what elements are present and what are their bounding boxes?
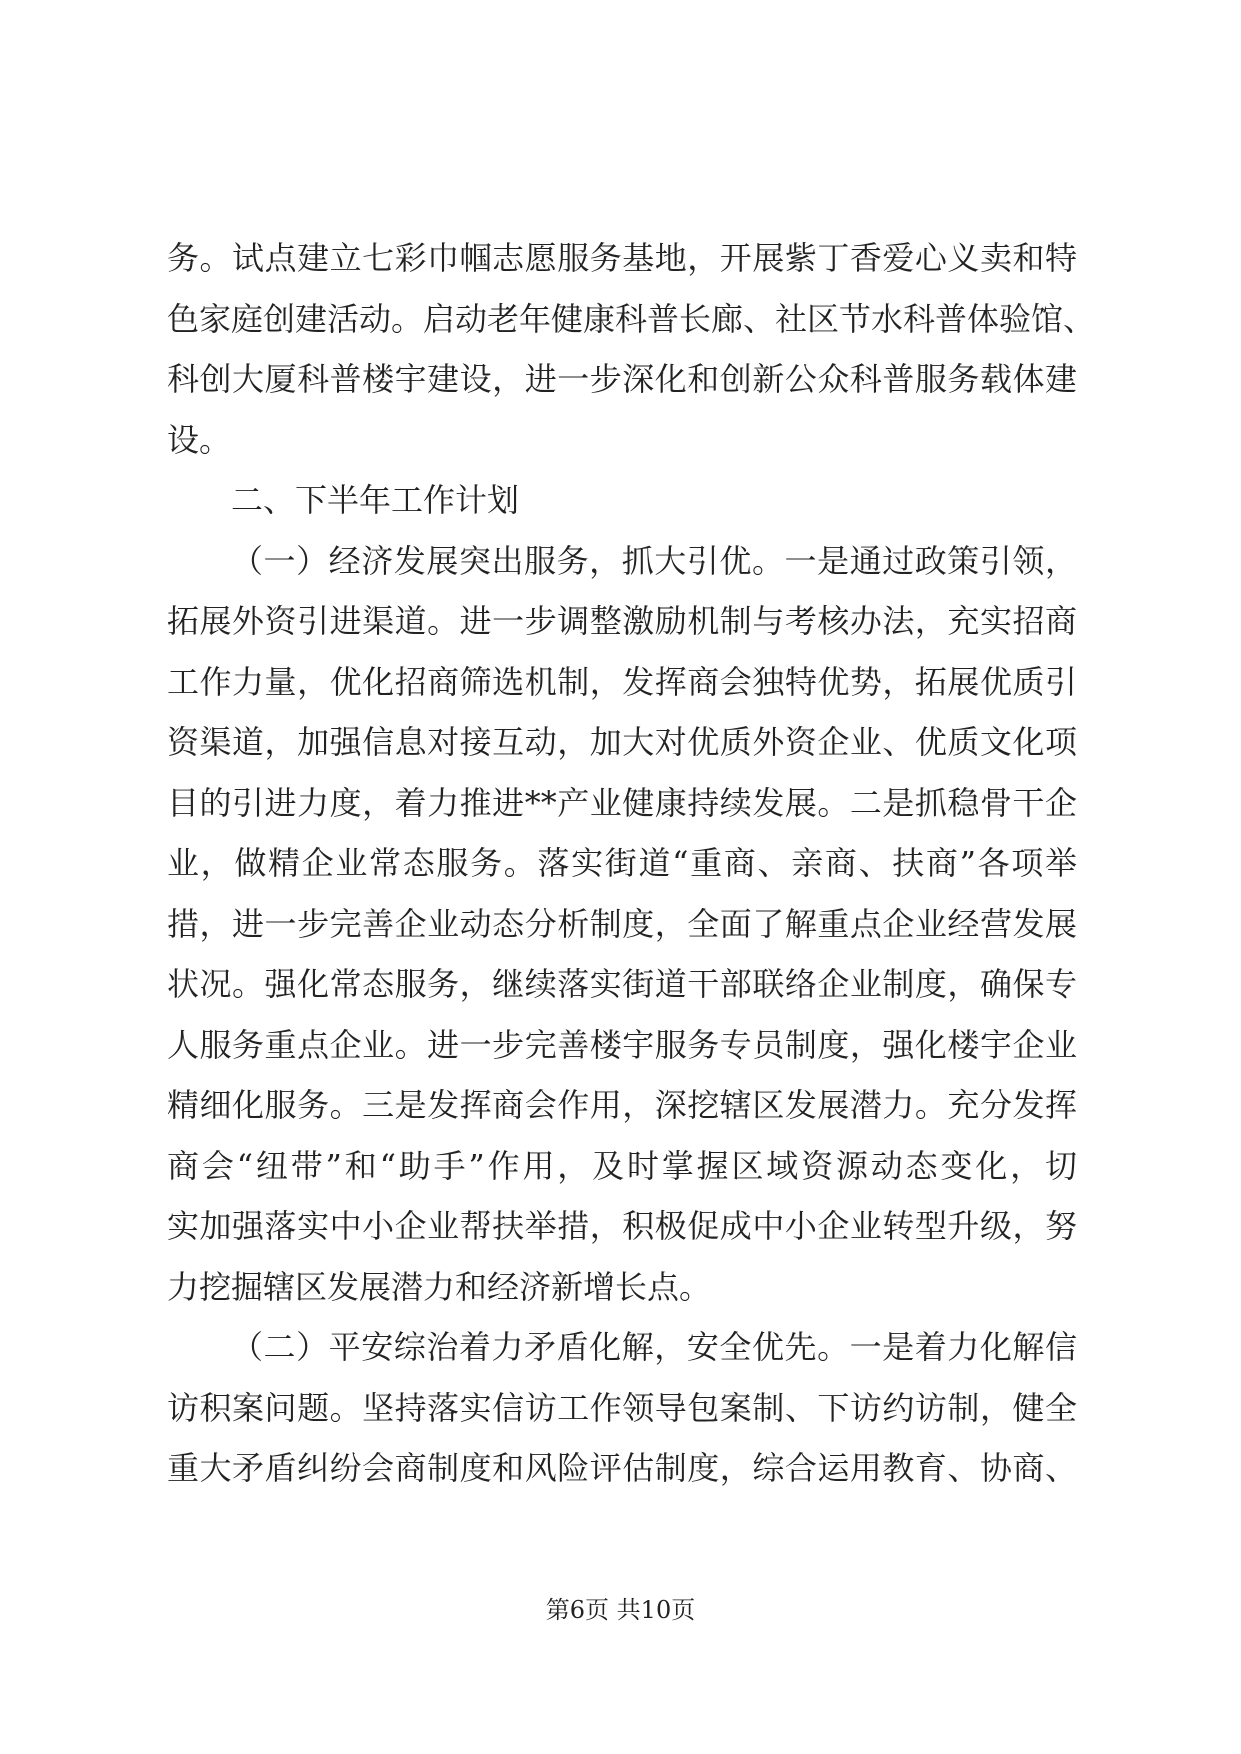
text-line: 资渠道，加强信息对接互动，加大对优质外资企业、优质文化项 <box>167 723 1077 761</box>
text-line: 设。 <box>167 420 232 459</box>
text-line: 拓展外资引进渠道。进一步调整激励机制与考核办法，充实招商 <box>167 602 1077 640</box>
text-line: 访积案问题。坚持落实信访工作领导包案制、下访约访制，健全 <box>167 1388 1077 1427</box>
text-line: 业，做精企业常态服务。落实街道“重商、亲商、扶商”各项举 <box>167 844 1077 882</box>
page-footer <box>0 1590 1241 1625</box>
text-line: 工作力量，优化招商筛选机制，发挥商会独特优势，拓展优质引 <box>167 662 1077 701</box>
paragraph-start-line: （二）平安综治着力矛盾化解，安全优先。一是着力化解信 <box>231 1328 1077 1366</box>
text-line: 商会“纽带”和“助手”作用，及时掌握区域资源动态变化，切 <box>167 1146 1077 1185</box>
text-line: 精细化服务。三是发挥商会作用，深挖辖区发展潜力。充分发挥 <box>167 1086 1077 1124</box>
text-line: 人服务重点企业。进一步完善楼宇服务专员制度，强化楼宇企业 <box>167 1025 1077 1064</box>
paragraph-start-line: （一）经济发展突出服务，抓大引优。一是通过政策引领， <box>231 541 1077 580</box>
text-line: 务。试点建立七彩巾帼志愿服务基地，开展紫丁香爱心义卖和特 <box>167 239 1077 277</box>
text-line: 实加强落实中小企业帮扶举措，积极促成中小企业转型升级，努 <box>167 1207 1077 1245</box>
text-line: 目的引进力度，着力推进**产业健康持续发展。二是抓稳骨干企 <box>167 783 1077 822</box>
text-line: 色家庭创建活动。启动老年健康科普长廊、社区节水科普体验馆、 <box>167 299 1096 338</box>
text-line: 科创大厦科普楼宇建设，进一步深化和创新公众科普服务载体建 <box>167 360 1077 398</box>
text-line: 措，进一步完善企业动态分析制度，全面了解重点企业经营发展 <box>167 904 1077 943</box>
document-body <box>167 228 1096 1499</box>
text-line: 重大矛盾纠纷会商制度和风险评估制度，综合运用教育、协商、 <box>167 1449 1077 1487</box>
text-line: 力挖掘辖区发展潜力和经济新增长点。 <box>167 1267 712 1306</box>
text-line: 状况。强化常态服务，继续落实街道干部联络企业制度，确保专 <box>167 965 1077 1003</box>
page-indicator: 第6页 共10页 <box>545 1596 696 1624</box>
section-heading: 二、下半年工作计划 <box>231 481 520 519</box>
